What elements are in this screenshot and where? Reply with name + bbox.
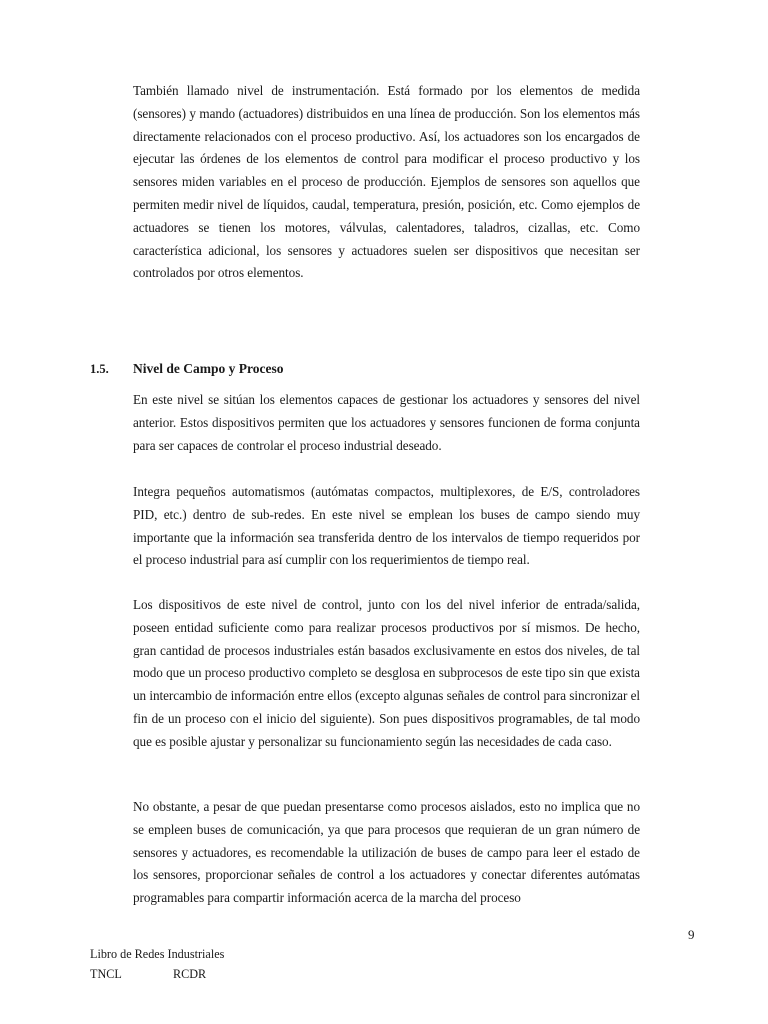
- section-heading: [90, 360, 650, 378]
- page-number: 9: [688, 927, 695, 942]
- section-number: 1.5.: [90, 362, 109, 376]
- footer-book-title: Libro de Redes Industriales: [90, 947, 225, 961]
- paragraph-dispositivos: Los dispositivos de este nivel de control, junto con los del nivel inferior de entrada/salida, poseen entidad suficiente como para realizar procesos productivos por sí mismos. De hecho, gran cantidad de procesos industriales están basados exclusivamente en estos dos niveles, de tal modo que un proceso productivo completo se desglosa en subprocesos de este tipo sin que exista un intercambio de información entre ellos (excepto algunas señales de control para sincronizar el fin de un proceso con el inicio del siguiente). Son pues dispositivos programables, de tal modo que es posible ajustar y personalizar su funcionamiento según las necesidades de cada caso.: [133, 597, 640, 749]
- intro-paragraph: También llamado nivel de instrumentación. Está formado por los elementos de medida (sensores) y mando (actuadores) distribuidos en una línea de producción. Son los elementos más directamente relacionados con el proceso productivo. Así, los actuadores son los encargados de ejecutar las órdenes de los elementos de control para modificar el proceso productivo y los sensores miden variables en el proceso de producción. Ejemplos de sensores son aquellos que permiten medir nivel de líquidos, caudal, temperatura, presión, posición, etc. Como ejemplos de actuadores se tienen los motores, válvulas, calentadores, taladros, cizallas, etc. Como característica adicional, los sensores y actuadores suelen ser dispositivos que necesitan ser controlados por otros elementos.: [133, 83, 640, 281]
- footer-right-code: RCDR: [173, 967, 207, 981]
- paragraph-no-obstante: No obstante, a pesar de que puedan presentarse como procesos aislados, esto no implica que no se empleen buses de comunicación, ya que para procesos que requieran de un gran número de sensores y actuadores, es recomendable la utilización de buses de campo para leer el estado de los sensores, proporcionar señales de control a los actuadores y conectar diferentes autómatas programables para compartir información acerca de la marcha del proceso: [133, 799, 640, 906]
- section-title: Nivel de Campo y Proceso: [133, 361, 284, 376]
- paragraph-nivel-campo: En este nivel se sitúan los elementos capaces de gestionar los actuadores y sensores del nivel anterior. Estos dispositivos permiten que los actuadores y sensores funcionen de forma conjunta para ser capaces de controlar el proceso industrial deseado.: [133, 392, 640, 453]
- paragraph-automatismos: Integra pequeños automatismos (autómatas compactos, multiplexores, de E/S, controladores PID, etc.) dentro de sub-redes. En este nivel se emplean los buses de campo siendo muy importante que la información sea transferida dentro de los intervalos de tiempo requeridos por el proceso industrial para así cumplir con los requerimientos de tiempo real.: [133, 484, 640, 568]
- footer-left-code: TNCL: [90, 967, 122, 981]
